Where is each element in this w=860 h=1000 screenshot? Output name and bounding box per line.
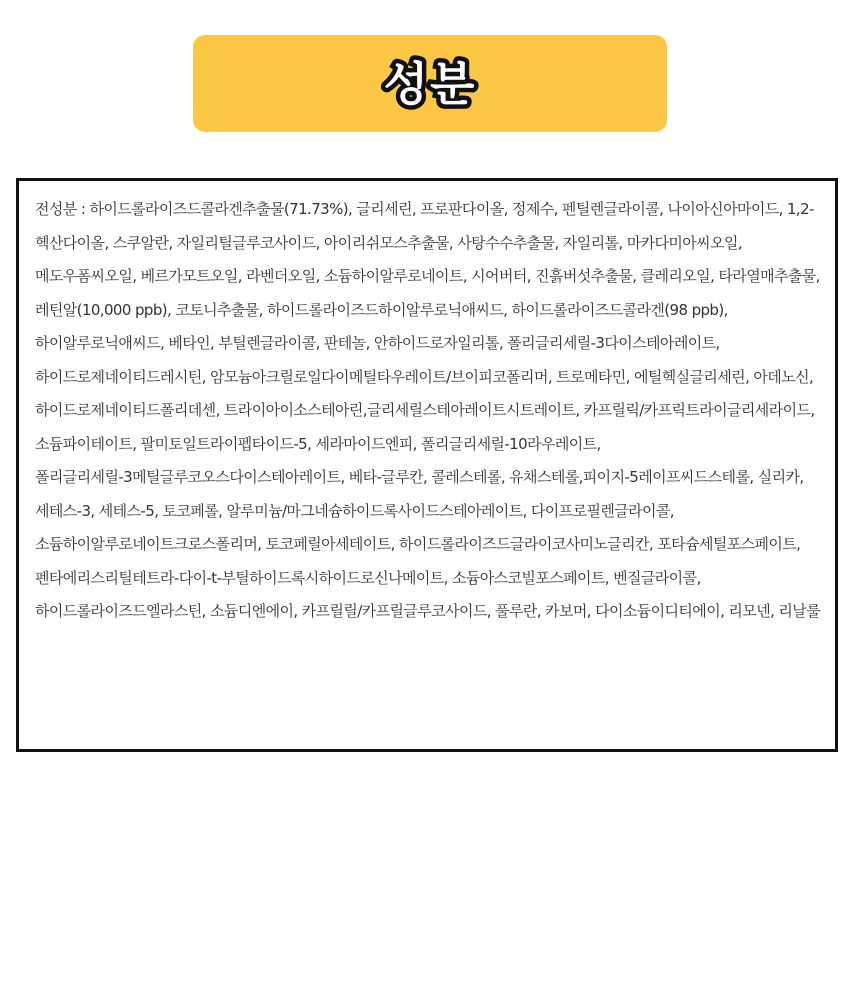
ingredients-box [16,178,838,752]
title-banner [193,35,667,132]
page-title: 성분 [383,56,477,111]
ingredients-list: 전성분 : 하이드롤라이즈드콜라겐추출물(71.73%), 글리세린, 프로판다이올, 정제수, 펜틸렌글라이콜, 나이아신아마이드, 1,2-헥산다이올, 스쿠알란, 자일리틸글루코사이드, 아이리쉬모스추출물, 사탕수수추출물, 자일리톨, 마카다미아씨오일, 메도우폼씨오일, 베르가모트오일, 라벤더오일, 소듐하이알루로네이트, 시어버터, 진흙버섯추출물, 클레리오일, 타라열매추출물, 레틴알(10,000 ppb), 코토니추출물, 하이드롤라이즈드하이알루로닉애씨드, 하이드롤라이즈드콜라겐(98 ppb), 하이알루로닉애씨드, 베타인, 부틸렌글라이콜, 판테놀, 안하이드로자일리톨, 폴리글리세릴-3다이스테아레이트, 하이드로제네이티드레시틴, 암모늄아크릴로일다이메틸타우레이트/브이피코폴리머, 트로메타민, 에틸헥실글리세린, 아데노신, 하이드로제네이티드폴리데센, 트라이아이소스테아린,글리세릴스테아레이트시트레이트, 카프릴릭/카프릭트라이글리세라이드, 소듐파이테이트, 팔미토일트라이펩타이드-5, 세라마이드엔피, 폴리글리세릴-10라우레이트, 폴리글리세릴-3메틸글루코오스다이스테아레이트, 베타-글루칸, 콜레스테롤, 유채스테롤,피이지-5레이프씨드스테롤, 실리카, 세테스-3, 세테스-5, 토코페롤, 알루미늄/마그네슘하이드록사이드스테아레이트, 다이프로필렌글라이콜, 소듐하이알루로네이트크로스폴리머, 토코페릴아세테이트, 하이드롤라이즈드글라이코사미노글리칸, 포타슘세틸포스페이트, 펜타에리스리틸테트라-다이-t-부틸하이드록시하이드로신나메이트, 소듐아스코빌포스페이트, 벤질글라이콜, 하이드롤라이즈드엘라스틴, 소듐디엔에이, 카프릴릴/카프릴글루코사이드, 풀루란, 카보머, 다이소듐이디티에이, 리모넨, 리날룰 [35,200,821,620]
